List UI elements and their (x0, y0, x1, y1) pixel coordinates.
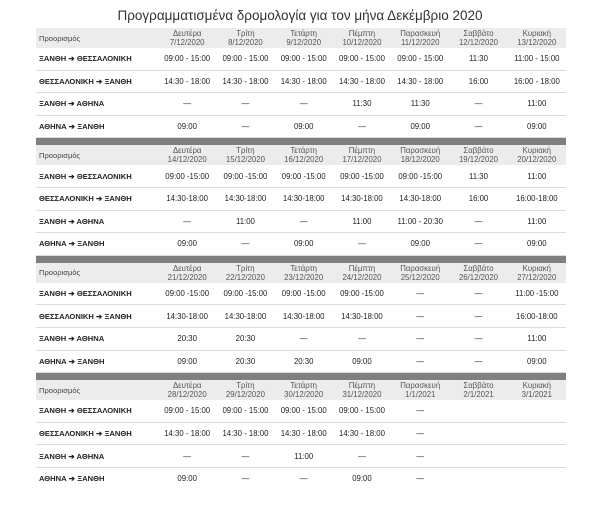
route-name: ΞΑΝΘΗ ➔ ΘΕΣΣΑΛΟΝΙΚΗ (36, 400, 158, 422)
schedule-cell: 09:00 (177, 474, 197, 484)
route-row (36, 210, 566, 233)
day-name: Πέμπτη (348, 29, 376, 38)
schedule-cell: — (333, 327, 391, 350)
schedule-container (36, 28, 566, 490)
route-row (36, 93, 566, 116)
schedule-cell: 14:30-18:00 (275, 305, 333, 328)
route-name: ΞΑΝΘΗ ➔ ΑΘΗΝΑ (36, 445, 158, 468)
day-date: 31/12/2020 (342, 390, 382, 400)
day-header (508, 28, 566, 48)
schedule-cell: 11:00 (333, 210, 391, 233)
day-date: 19/12/2020 (458, 155, 498, 165)
schedule-cell: — (449, 327, 507, 350)
schedule-cell: — (391, 445, 449, 468)
week-header-row (36, 28, 566, 48)
day-header (508, 380, 566, 400)
day-date: 21/12/2020 (167, 272, 207, 282)
route-row (36, 400, 566, 422)
schedule-cell: 11:00 (508, 327, 566, 350)
day-name: Κυριακή (522, 146, 551, 156)
schedule-cell: 11:30 (391, 93, 449, 116)
day-date: 13/12/2020 (517, 38, 557, 47)
day-date: 8/12/2020 (228, 38, 263, 47)
schedule-cell: 14:30-18:00 (216, 187, 274, 210)
schedule-cell: — (158, 210, 216, 233)
day-name: Κυριακή (522, 263, 551, 273)
week-separator (36, 255, 566, 263)
schedule-cell: 09:00 - 15:00 (216, 400, 274, 422)
schedule-cell (449, 445, 507, 468)
schedule-cell: — (449, 210, 507, 233)
week-separator (36, 373, 566, 381)
schedule-cell: 14:30 - 18:00 (275, 70, 333, 93)
day-date: 7/12/2020 (169, 38, 205, 47)
day-date: 16/12/2020 (284, 155, 324, 165)
schedule-cell: 09:00 - 15:00 (333, 400, 391, 422)
route-row (36, 283, 566, 305)
day-date: 24/12/2020 (342, 272, 382, 282)
schedule-cell: — (275, 327, 333, 350)
schedule-cell: 11:30 (333, 93, 391, 116)
day-name: Κυριακή (522, 381, 551, 391)
schedule-cell: — (391, 327, 449, 350)
route-row (36, 445, 566, 468)
schedule-cell (508, 467, 566, 489)
schedule-cell: — (416, 474, 425, 484)
schedule-cell: 09:00 - 15:00 (275, 400, 333, 422)
separator-bar (36, 255, 566, 263)
separator-bar (36, 373, 566, 381)
day-header (158, 28, 216, 48)
week-separator (36, 138, 566, 146)
day-name: Πέμπτη (348, 146, 376, 156)
schedule-cell: — (216, 445, 274, 468)
day-name: Σαββάτο (463, 263, 494, 273)
day-header (391, 263, 449, 283)
day-name: Παρασκευή (400, 263, 441, 273)
route-name: ΘΕΣΣΑΛΟΝΙΚΗ ➔ ΞΑΝΘΗ (36, 305, 158, 328)
schedule-body (36, 28, 566, 490)
destination-header: Προορισμός (36, 263, 158, 283)
schedule-table (36, 28, 566, 490)
day-name: Τετάρτη (290, 381, 317, 391)
day-name: Δευτέρα (172, 146, 202, 156)
day-date: 15/12/2020 (225, 155, 265, 165)
schedule-cell: — (333, 445, 391, 468)
schedule-cell: — (216, 233, 274, 256)
schedule-cell (449, 467, 507, 489)
schedule-cell: — (391, 305, 449, 328)
day-header (158, 145, 216, 165)
day-date: 27/12/2020 (517, 272, 557, 282)
schedule-cell: 14:30 - 18:00 (391, 70, 449, 93)
route-name: ΑΘΗΝΑ ➔ ΞΑΝΘΗ (39, 474, 105, 484)
day-name: Τετάρτη (290, 146, 317, 156)
schedule-cell: — (391, 350, 449, 373)
schedule-cell: — (158, 93, 216, 116)
day-header (158, 380, 216, 400)
day-date: 22/12/2020 (225, 272, 265, 282)
schedule-cell: 11:00 (508, 210, 566, 233)
day-header (216, 145, 274, 165)
schedule-cell (449, 400, 507, 422)
schedule-cell: — (449, 233, 507, 256)
schedule-cell: 14:30 - 18:00 (216, 422, 274, 445)
day-date: 10/12/2020 (342, 38, 382, 47)
day-header (333, 28, 391, 48)
day-date: 28/12/2020 (167, 390, 207, 400)
route-row (36, 48, 566, 70)
day-date: 2/1/2021 (463, 390, 494, 400)
schedule-cell: 09:00 (158, 115, 216, 138)
schedule-cell (449, 422, 507, 445)
schedule-cell: 09:00 -15:00 (158, 165, 216, 187)
day-header (391, 380, 449, 400)
route-name: ΑΘΗΝΑ ➔ ΞΑΝΘΗ (36, 115, 158, 138)
schedule-cell: 09:00 -15:00 (391, 165, 449, 187)
page-title: Προγραμματισμένα δρομολογία για τον μήνα Δεκέμβριο 2020 (117, 8, 483, 23)
day-header (449, 145, 507, 165)
route-row (36, 467, 566, 489)
schedule-cell: 09:00 (275, 233, 333, 256)
schedule-cell: 14:30 - 18:00 (333, 70, 391, 93)
schedule-cell: 09:00 (158, 233, 216, 256)
schedule-cell: — (449, 115, 507, 138)
schedule-cell: 14:30 - 18:00 (275, 422, 333, 445)
schedule-cell: 09:00 -15:00 (216, 165, 274, 187)
route-name: ΞΑΝΘΗ ➔ ΘΕΣΣΑΛΟΝΙΚΗ (36, 48, 158, 70)
schedule-cell: 09:00 -15:00 (333, 165, 391, 187)
day-name: Παρασκευή (400, 381, 441, 391)
schedule-cell: 20:30 (216, 327, 274, 350)
route-row (36, 115, 566, 138)
route-row (36, 233, 566, 256)
day-date: 18/12/2020 (400, 155, 440, 165)
day-name: Πέμπτη (348, 263, 376, 273)
day-date: 17/12/2020 (342, 155, 382, 165)
schedule-cell: 11:00 - 20:30 (391, 210, 449, 233)
schedule-cell: 14:30-18:00 (158, 305, 216, 328)
route-name: ΞΑΝΘΗ ➔ ΑΘΗΝΑ (36, 210, 158, 233)
day-name: Δευτέρα (172, 263, 202, 273)
day-name: Παρασκευή (400, 146, 441, 156)
schedule-cell: 14:30 - 18:00 (333, 422, 391, 445)
day-date: 12/12/2020 (458, 38, 498, 47)
schedule-cell: 09:00 (508, 233, 566, 256)
day-header (449, 263, 507, 283)
route-name: ΘΕΣΣΑΛΟΝΙΚΗ ➔ ΞΑΝΘΗ (36, 187, 158, 210)
schedule-cell: 14:30-18:00 (391, 187, 449, 210)
schedule-cell: 20:30 (158, 327, 216, 350)
schedule-cell: 20:30 (275, 350, 333, 373)
day-header (216, 380, 274, 400)
schedule-cell: 14:30-18:00 (333, 187, 391, 210)
day-name: Δευτέρα (172, 381, 202, 391)
day-date: 29/12/2020 (225, 390, 265, 400)
schedule-cell: 14:30-18:00 (275, 187, 333, 210)
day-date: 9/12/2020 (286, 38, 322, 47)
day-header (275, 28, 333, 48)
schedule-cell: 09:00 - 15:00 (333, 48, 391, 70)
day-date: 3/1/2021 (521, 390, 552, 400)
day-name: Τετάρτη (290, 29, 317, 38)
schedule-cell: 09:00 (391, 233, 449, 256)
schedule-cell: 14:30-18:00 (158, 187, 216, 210)
route-row (36, 165, 566, 187)
route-row (36, 187, 566, 210)
schedule-cell: 09:00 (158, 350, 216, 373)
schedule-cell: 11:00 (216, 210, 274, 233)
route-row (36, 305, 566, 328)
schedule-cell: 14:30-18:00 (216, 305, 274, 328)
day-name: Τετάρτη (290, 263, 317, 273)
day-date: 1/1/2021 (405, 390, 436, 400)
schedule-cell: 09:00 -15:00 (216, 283, 274, 305)
schedule-cell: — (275, 210, 333, 233)
schedule-cell: 11:00 (508, 165, 566, 187)
schedule-cell: — (241, 474, 250, 484)
schedule-cell: 11:30 (449, 165, 507, 187)
day-date: 30/12/2020 (284, 390, 324, 400)
schedule-cell: — (333, 233, 391, 256)
schedule-cell: 09:00 - 15:00 (275, 48, 333, 70)
separator-bar (36, 138, 566, 146)
day-name: Τρίτη (236, 263, 255, 273)
schedule-cell: 14:30 - 18:00 (158, 70, 216, 93)
schedule-cell: — (449, 93, 507, 116)
schedule-cell: 16:00 (449, 187, 507, 210)
day-header (216, 28, 274, 48)
route-name: ΑΘΗΝΑ ➔ ΞΑΝΘΗ (36, 350, 158, 373)
schedule-cell: 16:00 - 18:00 (508, 70, 566, 93)
route-name: ΑΘΗΝΑ ➔ ΞΑΝΘΗ (36, 233, 158, 256)
schedule-cell: 09:00 -15:00 (158, 283, 216, 305)
schedule-cell: 09:00 - 15:00 (158, 400, 216, 422)
schedule-cell: 09:00 (508, 350, 566, 373)
day-header (449, 380, 507, 400)
day-name: Τρίτη (236, 146, 255, 156)
day-header (216, 263, 274, 283)
schedule-cell: 11:30 (449, 48, 507, 70)
day-header (275, 263, 333, 283)
destination-header: Προορισμός (36, 28, 158, 48)
schedule-cell: 11:00 (508, 93, 566, 116)
day-name: Πέμπτη (348, 381, 376, 391)
schedule-cell: — (216, 93, 274, 116)
schedule-cell: 09:00 -15:00 (275, 283, 333, 305)
schedule-cell: 16:00-18:00 (508, 305, 566, 328)
schedule-cell: — (216, 115, 274, 138)
route-row (36, 350, 566, 373)
route-row (36, 70, 566, 93)
destination-header: Προορισμός (36, 380, 158, 400)
day-header (275, 380, 333, 400)
schedule-cell: 11:00 - 15:00 (508, 48, 566, 70)
route-row (36, 327, 566, 350)
day-name: Δευτέρα (172, 29, 202, 38)
day-date: 23/12/2020 (284, 272, 324, 282)
schedule-cell: — (449, 305, 507, 328)
schedule-cell: 09:00 -15:00 (333, 283, 391, 305)
schedule-cell: 11:00 (275, 445, 333, 468)
schedule-cell: 14:30 - 18:00 (158, 422, 216, 445)
day-name: Παρασκευή (400, 29, 441, 38)
day-header (333, 145, 391, 165)
week-header-row (36, 380, 566, 400)
route-name: ΘΕΣΣΑΛΟΝΙΚΗ ➔ ΞΑΝΘΗ (36, 70, 158, 93)
schedule-cell: — (391, 400, 449, 422)
schedule-cell: — (449, 283, 507, 305)
day-header (508, 263, 566, 283)
day-header (508, 145, 566, 165)
schedule-cell: — (275, 93, 333, 116)
day-name: Τρίτη (236, 29, 255, 38)
day-header (333, 263, 391, 283)
day-date: 26/12/2020 (458, 272, 498, 282)
day-header (158, 263, 216, 283)
schedule-cell: 09:00 - 15:00 (158, 48, 216, 70)
schedule-cell (508, 445, 566, 468)
day-date: 20/12/2020 (517, 155, 557, 165)
schedule-cell: 14:30-18:00 (333, 305, 391, 328)
day-name: Κυριακή (522, 29, 551, 38)
schedule-cell: — (333, 115, 391, 138)
day-name: Σαββάτο (463, 146, 494, 156)
route-name: ΞΑΝΘΗ ➔ ΑΘΗΝΑ (36, 327, 158, 350)
route-name: ΞΑΝΘΗ ➔ ΘΕΣΣΑΛΟΝΙΚΗ (36, 283, 158, 305)
schedule-cell: 20:30 (216, 350, 274, 373)
route-row (36, 422, 566, 445)
day-header (333, 380, 391, 400)
route-name: ΞΑΝΘΗ ➔ ΘΕΣΣΑΛΟΝΙΚΗ (36, 165, 158, 187)
schedule-cell: — (391, 422, 449, 445)
schedule-cell: 09:00 (508, 115, 566, 138)
day-header (275, 145, 333, 165)
destination-header: Προορισμός (36, 145, 158, 165)
day-date: 11/12/2020 (401, 38, 440, 47)
schedule-cell (508, 422, 566, 445)
schedule-cell: — (391, 283, 449, 305)
day-header (449, 28, 507, 48)
schedule-cell (508, 400, 566, 422)
day-header (391, 145, 449, 165)
day-header (391, 28, 449, 48)
schedule-cell: — (449, 350, 507, 373)
schedule-cell: 09:00 (352, 474, 372, 484)
schedule-cell: 09:00 (333, 350, 391, 373)
day-name: Τρίτη (236, 381, 255, 391)
route-name: ΘΕΣΣΑΛΟΝΙΚΗ ➔ ΞΑΝΘΗ (36, 422, 158, 445)
day-name: Σαββάτο (463, 29, 494, 38)
schedule-cell: 16:00 (449, 70, 507, 93)
schedule-cell: 11:00 -15:00 (508, 283, 566, 305)
day-date: 14/12/2020 (167, 155, 207, 165)
schedule-cell: 09:00 - 15:00 (391, 48, 449, 70)
week-header-row (36, 145, 566, 165)
schedule-cell: — (158, 445, 216, 468)
schedule-cell: 16:00-18:00 (508, 187, 566, 210)
schedule-cell: 09:00 (275, 115, 333, 138)
schedule-cell: 09:00 - 15:00 (216, 48, 274, 70)
day-date: 25/12/2020 (400, 272, 440, 282)
day-name: Σαββάτο (463, 381, 494, 391)
schedule-cell: — (299, 474, 308, 484)
schedule-cell: 14:30 - 18:00 (216, 70, 274, 93)
week-header-row (36, 263, 566, 283)
schedule-cell: 09:00 (391, 115, 449, 138)
route-name: ΞΑΝΘΗ ➔ ΑΘΗΝΑ (36, 93, 158, 116)
schedule-cell: 09:00 -15:00 (275, 165, 333, 187)
